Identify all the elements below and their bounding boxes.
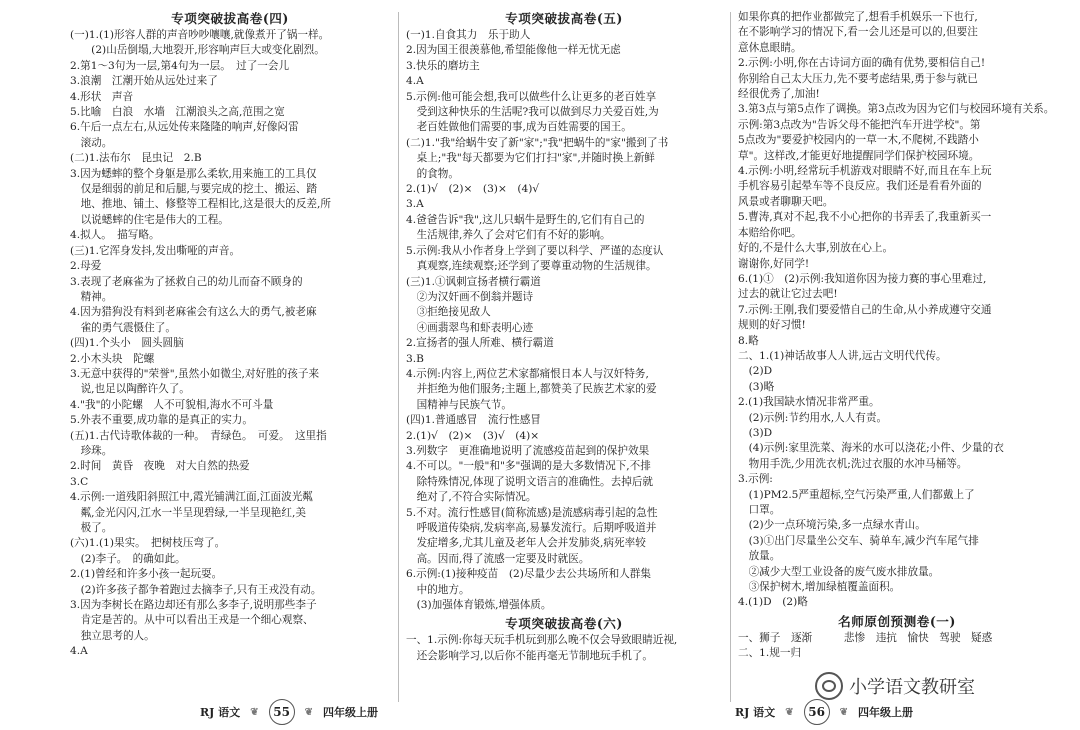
answer-line: 好的,不是什么大事,别放在心上。	[738, 242, 894, 255]
answer-line: 4.示例:内容上,两位艺术家都痛恨日本人与汉奸特务,	[406, 367, 649, 380]
wechat-icon	[815, 672, 843, 700]
answer-line: 一、1.示例:你每天玩手机玩到那么晚不仅会导致眼睛近视,	[406, 634, 678, 647]
answer-column-3	[738, 10, 1056, 662]
answer-line: 2.小木头块 陀螺	[70, 352, 155, 365]
answer-line: 肯定是苦的。从中可以看出王戎是一个细心观察、	[70, 614, 314, 627]
answer-line: 呼吸道传染病,发病率高,易暴发流行。后期呼吸道并	[406, 522, 657, 534]
answer-line: (一)1.自食其力 乐于助人	[406, 29, 531, 41]
answer-line: (三)1.①讽刺宣扬者横行霸道	[406, 275, 541, 288]
answer-line: 经很优秀了,加油!	[738, 88, 820, 101]
answer-line: 高。因而,得了流感一定要及时就医。	[406, 552, 590, 565]
answer-line: 7.示例:王刚,我们要爱惜自己的生命,从小养成遵守交通	[738, 303, 992, 316]
answer-line: ④画翡翠鸟和虾表明心迹	[406, 321, 534, 334]
answer-column-1	[70, 10, 390, 660]
answer-line: (三)1.它浑身发抖,发出嘶哑的声音。	[70, 244, 241, 257]
answer-line: 草"。这样改,才能更好地提醒同学们保护校园环境。	[738, 149, 980, 162]
answer-line: (1)PM2.5严重超标,空气污染严重,人们都戴上了	[738, 488, 975, 501]
column-divider-1	[398, 12, 399, 702]
answer-line: 4.因为猎狗没有料到老麻雀会有这么大的勇气,被老麻	[70, 306, 317, 319]
footer-right	[735, 700, 913, 724]
footer-grade: 四年级上册	[322, 706, 378, 719]
answer-line: 生活规律,养久了会对它们有不好的影响。	[406, 229, 611, 242]
answer-line: 二、1.(1)神话故事人人讲,远古文明代代传。	[738, 349, 947, 362]
leaf-icon: ❦	[304, 706, 313, 718]
footer-left	[200, 700, 378, 724]
answer-line: (3)略	[738, 380, 775, 393]
answer-line: ②为汉奸画不倒翁并题诗	[406, 290, 534, 303]
answer-line: 2.(1)曾经和许多小孩一起玩耍。	[70, 568, 223, 581]
answer-line: 谢谢你,好同学!	[738, 257, 810, 270]
answer-line: 4.(1)D (2)略	[738, 596, 808, 609]
answer-line: 3.第3点与第5点作了调换。第3点改为因为它们与校园环境有关系。	[738, 103, 1055, 116]
answer-line: 老百姓做他们需要的事,成为百姓需要的国王。	[406, 121, 632, 134]
section-title-2: 名师原创预测卷(一)	[838, 613, 956, 629]
answer-line: 珍珠。	[70, 444, 113, 457]
answer-lines-2	[406, 633, 722, 664]
answer-line: 6.午后一点左右,从远处传来隆隆的响声,好像闷雷	[70, 121, 299, 134]
answer-line: 风景或者聊聊天吧。	[738, 195, 834, 208]
answer-line: 绝对了,不符合实际情况。	[406, 491, 537, 504]
answer-line: 8.略	[738, 334, 759, 347]
answer-line: ③拒绝接见敌人	[406, 306, 491, 319]
answer-line: 还会影响学习,以后你不能再毫无节制地玩手机了。	[406, 649, 654, 662]
answer-line: 意休息眼睛。	[738, 41, 802, 54]
answer-line: (2)许多孩子都争着跑过去摘李子,只有王戎没有动。	[70, 583, 322, 596]
answer-line: 示例:第3点改为"告诉父母不能把汽车开进学校"。第	[738, 118, 981, 131]
answer-line: 5.示例:他可能会想,我可以做些什么让更多的老百姓享	[406, 90, 657, 103]
answer-line: 4.拟人。 描写略。	[70, 229, 160, 242]
section-title-2: 专项突破拔高卷(六)	[505, 616, 623, 632]
answer-line: 5.比喻 白浪 水墙 江潮浪头之高,范围之宽	[70, 106, 285, 119]
answer-lines	[406, 28, 722, 613]
answer-line: 4."我"的小陀螺 人不可貌相,海水不可斗量	[70, 398, 274, 411]
answer-line: 3.无意中获得的"荣誉",虽然小如微尘,对好胜的孩子来	[70, 367, 320, 380]
page-number: 55	[269, 699, 295, 725]
answer-line: 以说蟋蟀的住宅是伟大的工程。	[70, 213, 229, 226]
answer-line: 说,也足以陶醉许久了。	[70, 383, 190, 396]
answer-line: 3.A	[406, 198, 424, 211]
answer-line: 4.A	[406, 75, 424, 88]
answer-line: 过去的就让它过去吧!	[738, 288, 838, 301]
answer-line: 你别给自己太大压力,先不要考虑结果,勇于参与就已	[738, 72, 978, 85]
answer-line: 5.曹涛,真对不起,我不小心把你的书弄丢了,我重新买一	[738, 211, 992, 224]
answer-line: 规则的好习惯!	[738, 319, 806, 332]
answer-line: 2.示例:小明,你在古诗词方面的确有优势,要相信自己!	[738, 57, 986, 70]
answer-line: 4.不可以。"一般"和"多"强调的是大多数情况下,不排	[406, 460, 651, 473]
answer-line: (3)D	[738, 426, 773, 439]
answer-line: 发症增多,尤其儿童及老年人会并发肺炎,病死率较	[406, 537, 646, 550]
answer-line: 4.A	[70, 645, 88, 658]
answer-line: 除特殊情况,体现了说明文语言的准确性。去掉后就	[406, 475, 654, 488]
answer-line: ③保护树木,增加绿植覆盖面积。	[738, 581, 901, 594]
answer-line: 并拒绝为他们服务;主题上,都赞美了民族艺术家的爱	[406, 383, 657, 396]
answer-line: (2)少一点环境污染,多一点绿水青山。	[738, 519, 926, 532]
column-divider-2	[730, 12, 731, 702]
answer-line: 2.母爱	[70, 260, 102, 273]
answer-line: 5.外表不重要,成功靠的是真正的实力。	[70, 414, 253, 427]
answer-line: 物用手洗,少用洗衣机;洗过衣服的水冲马桶等。	[738, 457, 968, 470]
answer-line: (2)示例:节约用水,人人有责。	[738, 411, 888, 424]
answer-line: (一)1.(1)形容人群的声音吵吵嚷嚷,就像煮开了锅一样。	[70, 29, 330, 41]
answer-line: 4.形状 声音	[70, 90, 134, 103]
answer-line: 3.列数字 更准确地说明了流感疫苗起到的保护效果	[406, 444, 650, 457]
answer-line: 在不影响学习的情况下,看一会儿还是可以的,但要注	[738, 26, 978, 39]
answer-line: 本赔给你吧。	[738, 226, 802, 239]
answer-line: 6.(1)① (2)示例:我知道你因为接力赛的事心里难过,	[738, 272, 987, 285]
page-number: 56	[804, 699, 830, 725]
answer-line: 国精神与民族气节。	[406, 398, 512, 411]
answer-line: 雀的勇气震慑住了。	[70, 321, 176, 334]
answer-line: (六)1.(1)果实。 把树枝压弯了。	[70, 537, 226, 550]
answer-line: 精神。	[70, 290, 113, 303]
answer-line: (二)1.法布尔 昆虫记 2.B	[70, 152, 202, 165]
answer-line: (五)1.古代诗歌体裁的一种。 青绿色。 可爱。 这里指	[70, 429, 327, 442]
answer-line: 口罩。	[738, 504, 781, 516]
answer-line: 独立思考的人。	[70, 629, 155, 642]
leaf-icon: ❦	[839, 706, 848, 718]
footer-grade: 四年级上册	[857, 706, 913, 719]
answer-line: 4.示例:一道残阳斜照江中,霞光铺满江面,江面波光粼	[70, 491, 313, 504]
answer-line: 二、1.规一归	[738, 647, 802, 660]
section-title: 专项突破拔高卷(五)	[505, 11, 623, 26]
answer-line: 3.浪潮 江潮开始从远处过来了	[70, 75, 218, 88]
answer-line: 2.(1)√ (2)× (3)√ (4)×	[406, 429, 540, 442]
answer-line: 地、推地、铺土、修整等工程相比,这是很大的反差,所	[70, 198, 331, 211]
answer-line: (2)李子。 的确如此。	[70, 552, 186, 565]
answer-line: (3)①出门尽量坐公交车、骑单车,减少汽车尾气排	[738, 534, 979, 547]
answer-line: 一、狮子 逐渐 悲惨 违抗 愉快 驾驶 疑惑	[738, 631, 993, 644]
answer-line: 手机容易引起晕车等不良反应。我们还是看看外面的	[738, 180, 982, 193]
answer-lines	[738, 10, 1056, 611]
answer-line: 5点改为"要爱护校园内的一草一木,不爬树,不践踏小	[738, 134, 979, 147]
leaf-icon: ❦	[250, 706, 259, 718]
answer-line: 2.宣扬者的强人所难、横行霸道	[406, 337, 554, 350]
answer-line: 6.示例:(1)接种疫苗 (2)尽量少去公共场所和人群集	[406, 568, 651, 581]
answer-line: 4.爸爸告诉"我",这儿只蜗牛是野生的,它们有自己的	[406, 213, 645, 226]
answer-line: 3.示例:	[738, 473, 773, 486]
answer-line: 仅是细弱的前足和后腿,与要完成的挖土、搬运、踏	[70, 183, 318, 196]
answer-line: 3.因为蟋蟀的整个身躯是那么柔软,用来施工的工具仅	[70, 167, 317, 180]
watermark-text: 小学语文教研室	[849, 677, 975, 698]
answer-line: ②减少大型工业设备的废气废水排放量。	[738, 565, 940, 578]
answer-line: 受到这种快乐的生活呢?我可以做到尽力关爱百姓,为	[406, 106, 659, 119]
answer-line: 2.(1)√ (2)× (3)× (4)√	[406, 183, 540, 196]
answer-line: 5.不对。流行性感冒(简称流感)是流感病毒引起的急性	[406, 506, 658, 519]
answer-line: 3.B	[406, 352, 424, 365]
answer-line: 桌上;"我"每天都要为它们打扫"家",并随时换上新鲜	[406, 152, 655, 165]
answer-line: 放量。	[738, 550, 781, 563]
answer-line: (4)示例:家里洗菜、海米的水可以浇花;小件、少量的衣	[738, 442, 1004, 455]
answer-lines	[70, 28, 390, 660]
answer-line: 3.快乐的磨坊主	[406, 59, 480, 72]
answer-line: 3.因为李树长在路边却还有那么多李子,说明那些李子	[70, 599, 317, 612]
watermark	[815, 672, 975, 700]
answer-line: 2.因为国王很羡慕他,希望能像他一样无忧无虑	[406, 44, 621, 57]
answer-line: 2.第1～3句为一层,第4句为一层。 过了一会儿	[70, 59, 290, 72]
answer-line: (3)加强体育锻炼,增强体质。	[406, 599, 552, 612]
answer-line: 2.(1)我国缺水情况非常严重。	[738, 396, 880, 409]
answer-line: 如果你真的把作业都做完了,想看手机娱乐一下也行,	[738, 11, 978, 23]
footer-brand: RJ 语文	[200, 706, 241, 719]
answer-line: 4.示例:小明,经常玩手机游戏对眼睛不好,而且在车上玩	[738, 165, 992, 178]
answer-line: 滚动。	[70, 136, 113, 149]
answer-lines-2	[738, 631, 1056, 662]
answer-line: 3.C	[70, 475, 89, 488]
footer-brand: RJ 语文	[735, 706, 776, 719]
answer-line: (二)1."我"给蜗牛安了新"家";"我"把蜗牛的"家"搬到了书	[406, 136, 669, 149]
answer-column-2	[406, 10, 722, 664]
leaf-icon: ❦	[785, 706, 794, 718]
answer-line: (四)1.普通感冒 流行性感冒	[406, 414, 541, 427]
answer-line: 2.时间 黄昏 夜晚 对大自然的热爱	[70, 460, 250, 473]
answer-line: 的食物。	[406, 167, 459, 180]
section-title: 专项突破拔高卷(四)	[171, 11, 289, 26]
answer-line: 中的地方。	[406, 583, 470, 596]
answer-line: (四)1.个头小 圆头圆脑	[70, 337, 184, 350]
answer-line: 5.示例:我从小作者身上学到了要以科学、严谨的态度认	[406, 244, 664, 257]
answer-line: (2)山岳倒塌,大地裂开,形容响声巨大或变化剧烈。	[70, 44, 325, 57]
answer-line: 3.表现了老麻雀为了拯救自己的幼儿而奋不顾身的	[70, 275, 303, 288]
answer-line: (2)D	[738, 365, 773, 378]
answer-line: 真观察,连续观察;还学到了要尊重动物的生活规律。	[406, 260, 657, 273]
answer-line: 极了。	[70, 522, 113, 534]
answer-line: 粼,金光闪闪,江水一半呈现碧绿,一半呈现艳红,美	[70, 506, 306, 519]
